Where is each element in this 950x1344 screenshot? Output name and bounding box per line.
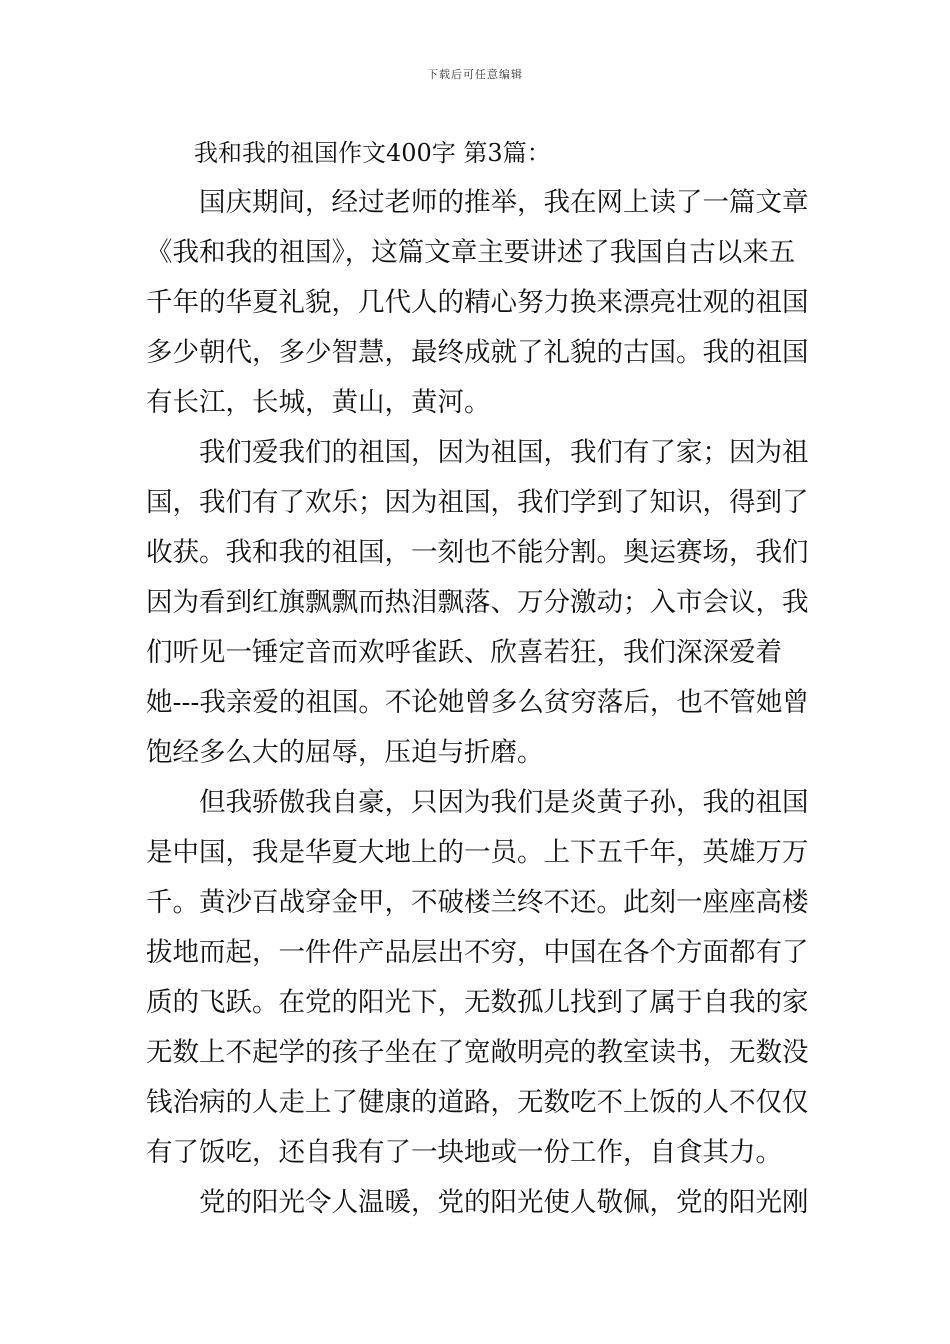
paragraph-line: 千年的华夏礼貌，几代人的精心努力换来漂亮壮观的祖国: [146, 287, 809, 318]
paragraph-line: 收获。我和我的祖国，一刻也不能分割。奥运赛场，我们: [146, 537, 809, 568]
paragraph-line: 钱治病的人走上了健康的道路，无数吃不上饭的人不仅仅: [146, 1087, 809, 1118]
paragraph-line: 有长江，长城，黄山，黄河。: [146, 387, 491, 418]
paragraph-line: 但我骄傲我自豪，只因为我们是炎黄子孙，我的祖国: [199, 787, 809, 818]
paragraph: [146, 428, 810, 778]
paragraph-line: 《我和我的祖国》，这篇文章主要讲述了我国自古以来五: [146, 237, 796, 268]
paragraph: [146, 178, 810, 428]
paragraph-line: 无数上不起学的孩子坐在了宽敞明亮的教室读书，无数没: [146, 1037, 809, 1068]
paragraph-line: 质的飞跃。在党的阳光下，无数孤儿找到了属于自我的家: [146, 987, 809, 1018]
paragraph-line: 她---我亲爱的祖国。不论她曾多么贫穷落后，也不管她曾: [146, 687, 809, 718]
document-body: [146, 128, 810, 1228]
paragraph-line: 千。黄沙百战穿金甲，不破楼兰终不还。此刻一座座高楼: [146, 887, 809, 918]
paragraph-line: 有了饭吃，还自我有了一块地或一份工作，自食其力。: [146, 1137, 782, 1168]
paragraph-list: [146, 178, 810, 1228]
header-note: 下载后可任意编辑: [427, 68, 523, 81]
paragraph-line: 党的阳光令人温暖，党的阳光使人敬佩，党的阳光刚: [199, 1187, 809, 1218]
paragraph-line: 国，我们有了欢乐；因为祖国，我们学到了知识，得到了: [146, 487, 809, 518]
paragraph-line: 拔地而起，一件件产品层出不穷，中国在各个方面都有了: [146, 937, 809, 968]
paragraph-line: 们听见一锤定音而欢呼雀跃、欣喜若狂，我们深深爱着: [146, 637, 782, 668]
document-title: 我和我的祖国作文400字 第3篇：: [194, 139, 551, 167]
paragraph-line: 因为看到红旗飘飘而热泪飘落、万分激动；入市会议，我: [146, 587, 809, 618]
paragraph: [146, 778, 810, 1178]
paragraph-line: 我们爱我们的祖国，因为祖国，我们有了家；因为祖: [199, 437, 809, 468]
paragraph-line: 饱经多么大的屈辱，压迫与折磨。: [146, 737, 544, 768]
paragraph-line: 多少朝代，多少智慧，最终成就了礼貌的古国。我的祖国: [146, 337, 809, 368]
paragraph: [146, 1178, 810, 1228]
paragraph-line: 是中国，我是华夏大地上的一员。上下五千年，英雄万万: [146, 837, 809, 868]
paragraph-line: 国庆期间，经过老师的推举，我在网上读了一篇文章: [199, 187, 809, 218]
